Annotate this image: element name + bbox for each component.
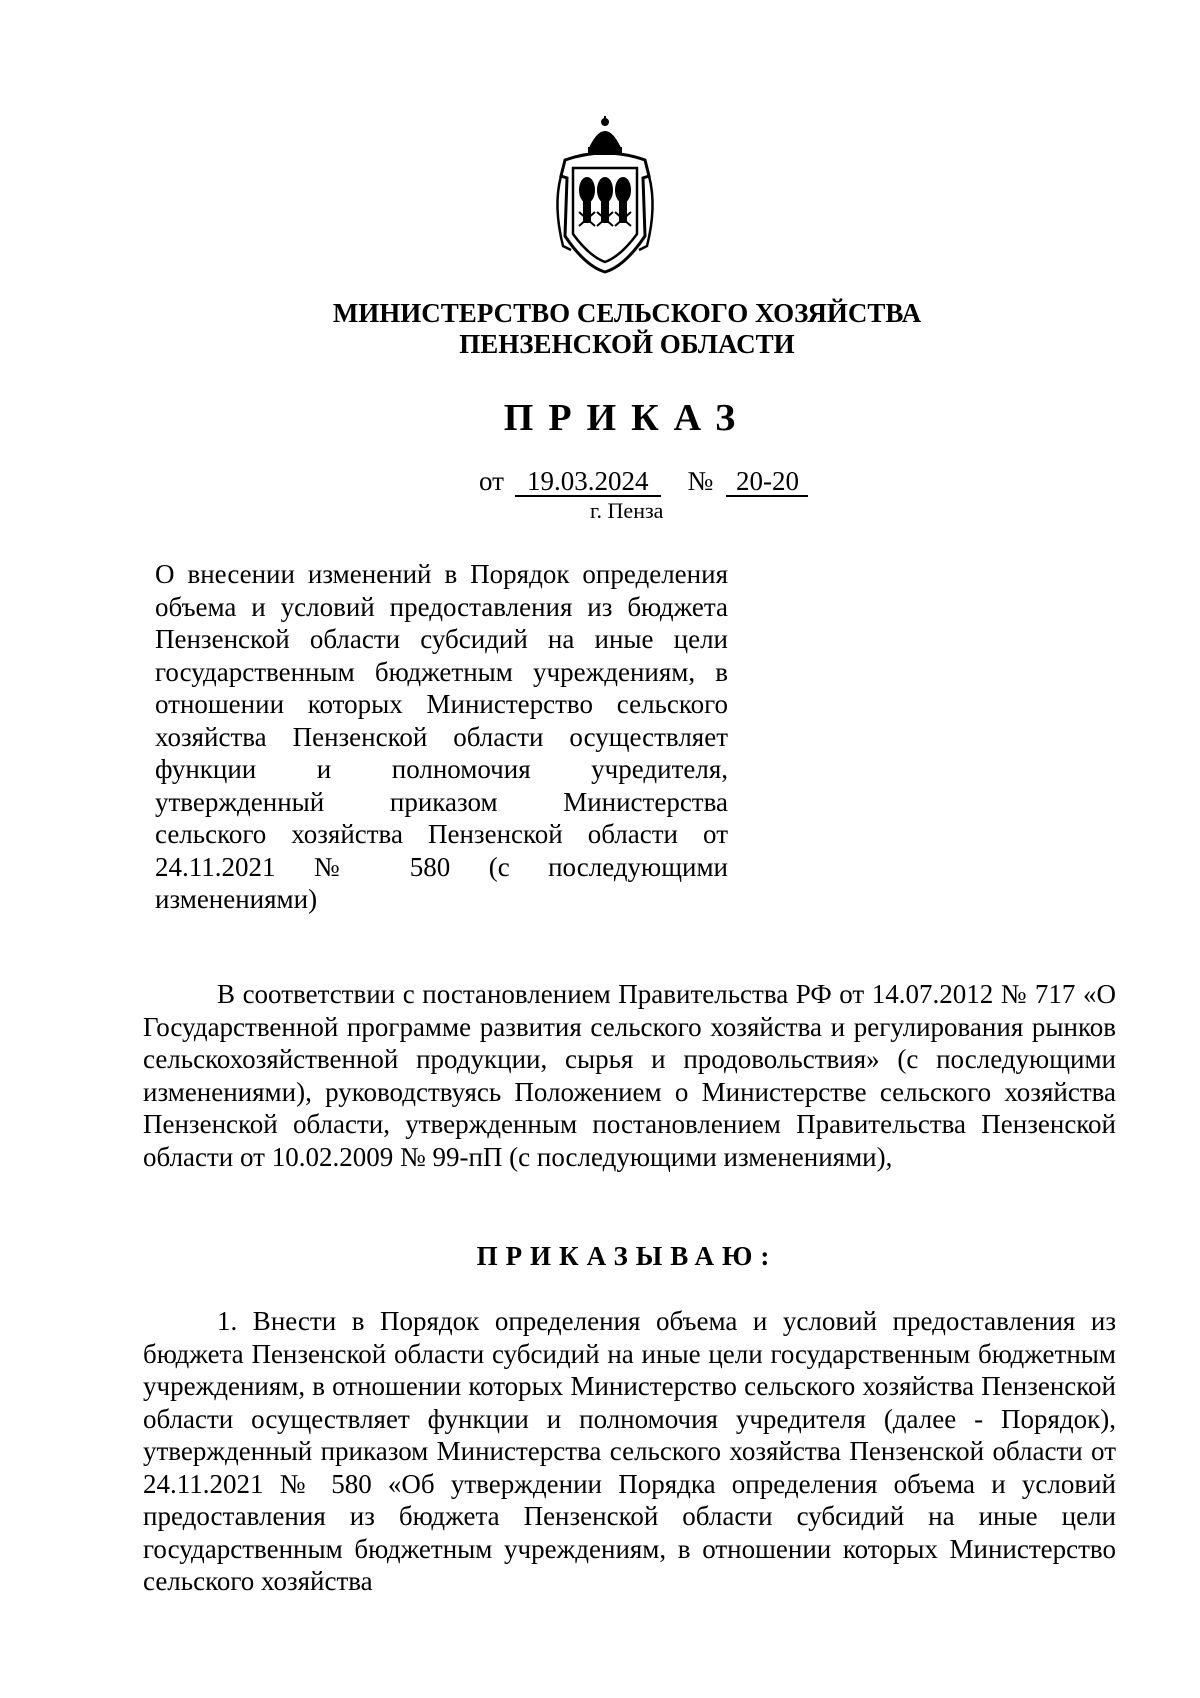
- city: г. Пенза: [590, 498, 664, 523]
- ministry-line-1: МИНИСТЕРСТВО СЕЛЬСКОГО ХОЗЯЙСТВА: [332, 298, 922, 328]
- document-type-title: ПРИКАЗ: [503, 397, 751, 439]
- order-subject: О внесении изменений в Порядок определения объема и условий предоставления из бюджета Пензенской области субсидий на иные цели государственным бюджетным учреждениям, в отношении которых Министерство сельского хозяйства Пензенской области осуществляет функции и полномочия учредителя, утвержденный приказом Министерства сельского хозяйства Пензенской области от 24.11.2021 № 580 (с последующими изменениями): [155, 559, 728, 914]
- ministry-name: [0, 298, 1200, 360]
- coat-of-arms-icon: [551, 116, 659, 274]
- order-number: 20-20: [726, 467, 808, 497]
- order-item-1: 1. Внести в Порядок определения объема и условий предоставления из бюджета Пензенской области субсидий на иные цели государственным бюджетным учреждениям, в отношении которых Министерство сельского хозяйства Пензенской области осуществляет функции и полномочия учредителя (далее - Порядок), утвержденный приказом Министерства сельского хозяйства Пензенской области от 24.11.2021 № 580 «Об утверждении Порядка определения объема и условий предоставления из бюджета Пензенской области субсидий на иные цели государственным бюджетным учреждениям, в отношении которых Министерство сельского хозяйства: [143, 1306, 1116, 1596]
- number-sign: №: [687, 466, 714, 496]
- ministry-line-2: ПЕНЗЕНСКОЙ ОБЛАСТИ: [459, 329, 795, 359]
- order-verb-heading: ПРИКАЗЫВАЮ:: [476, 1241, 778, 1271]
- date-prefix: от: [479, 466, 504, 496]
- order-date-number: [479, 466, 808, 497]
- preamble-paragraph: В соответствии с постановлением Правительства РФ от 14.07.2012 № 717 «О Государственной программе развития сельского хозяйства и регулирования рынков сельскохозяйственной продукции, сырья и продовольствия» (с последующими изменениями), руководствуясь Положением о Министерстве сельского хозяйства Пензенской области, утвержденным постановлением Правительства Пензенской области от 10.02.2009 № 99-пП (с последующими изменениями),: [143, 979, 1116, 1172]
- order-date: 19.03.2024: [515, 467, 661, 497]
